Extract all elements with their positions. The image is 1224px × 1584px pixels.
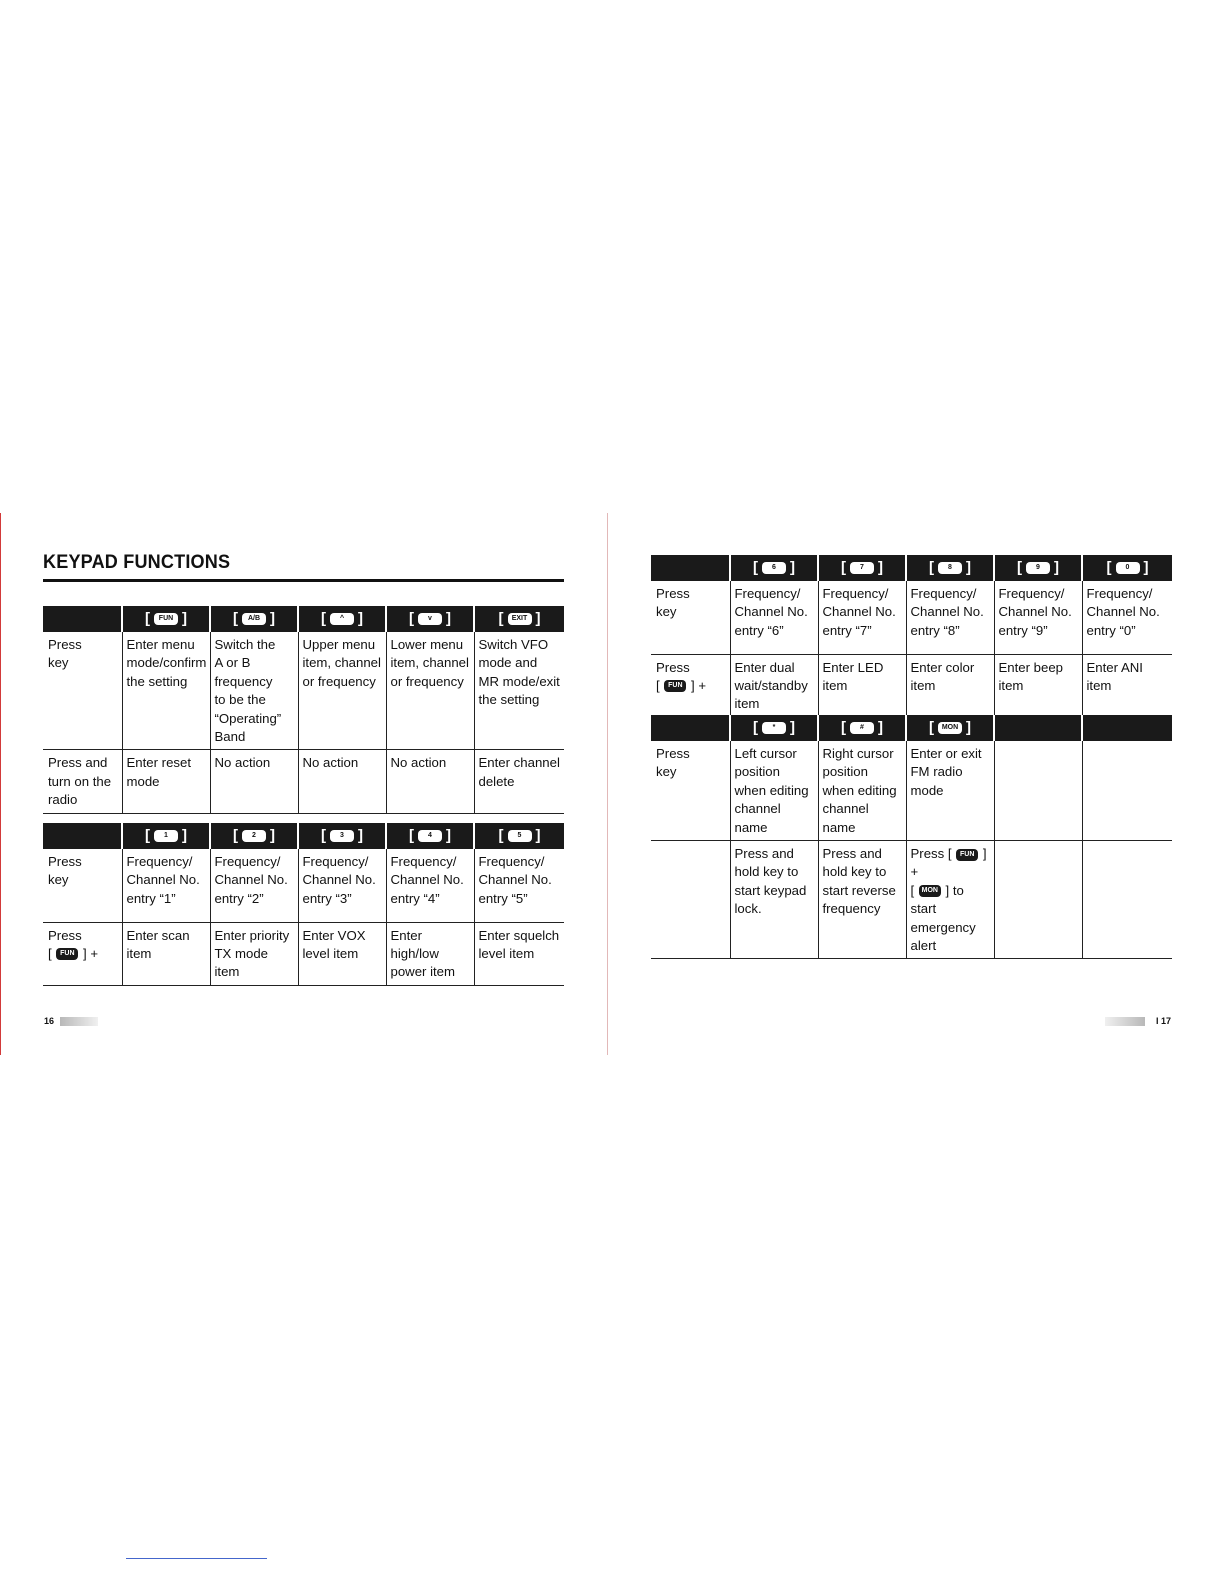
table-header-row <box>43 823 564 849</box>
key-icon: 2 <box>242 830 266 842</box>
function-cell: No action <box>298 750 386 813</box>
key-label: [ 4 ] <box>409 827 451 844</box>
function-cell: Frequency/ Channel No. entry “5” <box>474 849 564 922</box>
key-label: [ 5 ] <box>498 827 541 844</box>
header-cell <box>43 823 122 849</box>
table-row <box>43 922 564 985</box>
function-cell: Press and hold key to start reverse frequency <box>818 841 906 959</box>
function-cell: Frequency/ Channel No. entry “9” <box>994 581 1082 654</box>
keypad-table-4 <box>651 715 1172 959</box>
key-icon: FUN <box>154 613 178 625</box>
header-cell <box>994 555 1082 581</box>
header-cell <box>651 555 730 581</box>
key-label: [ # ] <box>841 719 883 736</box>
key-icon: 5 <box>508 830 532 842</box>
key-icon: 9 <box>1026 562 1050 574</box>
key-label: [ 7 ] <box>841 559 883 576</box>
table-row <box>43 849 564 922</box>
function-cell: No action <box>386 750 474 813</box>
key-label: [ 6 ] <box>753 559 795 576</box>
header-cell <box>474 606 564 632</box>
page-title: KEYPAD FUNCTIONS <box>43 552 231 573</box>
header-cell <box>994 715 1082 741</box>
key-label: [ * ] <box>753 719 795 736</box>
function-cell: Enter scan item <box>122 922 210 985</box>
key-icon: 7 <box>850 562 874 574</box>
function-cell: Enter channel delete <box>474 750 564 813</box>
row-label-cell: Press key <box>651 741 730 841</box>
key-label: [ 9 ] <box>1017 559 1059 576</box>
function-cell: Frequency/ Channel No. entry “0” <box>1082 581 1172 654</box>
table-row <box>651 581 1172 654</box>
function-cell: Enter beep item <box>994 654 1082 717</box>
key-label: [ 8 ] <box>929 559 971 576</box>
page-number-left-bar <box>60 1017 98 1026</box>
keypad-table-2 <box>43 823 564 986</box>
key-label: [ FUN ] <box>145 610 187 627</box>
row-label-cell: Press [ FUN ] + <box>651 654 730 717</box>
key-label: [ v ] <box>409 610 451 627</box>
function-cell: Enter ANI item <box>1082 654 1172 717</box>
table-row <box>651 741 1172 841</box>
header-cell <box>1082 555 1172 581</box>
header-cell <box>474 823 564 849</box>
key-icon: 8 <box>938 562 962 574</box>
row-label-cell: Press key <box>651 581 730 654</box>
function-cell: Enter high/low power item <box>386 922 474 985</box>
table-row <box>43 750 564 813</box>
row-label-cell: Press key <box>43 632 122 750</box>
function-cell: Upper menu item, channel or frequency <box>298 632 386 750</box>
header-cell <box>210 823 298 849</box>
key-icon: v <box>418 613 442 625</box>
function-cell: Enter VOX level item <box>298 922 386 985</box>
function-cell <box>994 741 1082 841</box>
key-icon: MON <box>938 722 962 734</box>
keypad-table-1 <box>43 606 564 814</box>
table-row <box>651 841 1172 959</box>
table-header-row <box>651 555 1172 581</box>
table-header-row <box>651 715 1172 741</box>
header-cell <box>818 715 906 741</box>
function-cell <box>1082 741 1172 841</box>
page-edge-line <box>0 513 1 1055</box>
fun-key-icon: FUN <box>664 680 686 692</box>
header-cell <box>906 715 994 741</box>
key-icon: ^ <box>330 613 354 625</box>
header-cell <box>1082 715 1172 741</box>
row-label-cell <box>651 841 730 959</box>
header-cell <box>386 823 474 849</box>
function-cell: Enter squelch level item <box>474 922 564 985</box>
center-fold-line <box>607 513 608 1055</box>
bottom-underline <box>126 1558 267 1559</box>
table-header-row <box>43 606 564 632</box>
key-icon: 3 <box>330 830 354 842</box>
function-cell: Right cursor position when editing channel name <box>818 741 906 841</box>
function-cell: Enter color item <box>906 654 994 717</box>
function-cell: Enter reset mode <box>122 750 210 813</box>
function-cell: No action <box>210 750 298 813</box>
header-cell <box>210 606 298 632</box>
function-cell: Enter priority TX mode item <box>210 922 298 985</box>
key-label: [ EXIT ] <box>498 610 541 627</box>
function-cell: Frequency/ Channel No. entry “8” <box>906 581 994 654</box>
key-label: [ 3 ] <box>321 827 363 844</box>
function-cell: Enter menu mode/confirm the setting <box>122 632 210 750</box>
key-icon: 1 <box>154 830 178 842</box>
key-icon: A/B <box>242 613 266 625</box>
header-cell <box>386 606 474 632</box>
header-cell <box>730 715 818 741</box>
fun-key-icon: FUN <box>956 849 978 861</box>
header-cell <box>43 606 122 632</box>
function-cell: Press and hold key to start keypad lock. <box>730 841 818 959</box>
keypad-table-3 <box>651 555 1172 718</box>
function-cell: Press [ FUN ] + [ MON ] to start emergency alert <box>906 841 994 959</box>
function-cell: Lower menu item, channel or frequency <box>386 632 474 750</box>
key-label: [ 1 ] <box>145 827 187 844</box>
page-number-left: 16 <box>44 1016 55 1026</box>
key-icon: # <box>850 722 874 734</box>
title-rule <box>43 579 564 582</box>
function-cell: Switch the A or B frequency to be the “Operating” Band <box>210 632 298 750</box>
function-cell <box>994 841 1082 959</box>
row-label-cell: Press [ FUN ] + <box>43 922 122 985</box>
function-cell: Frequency/ Channel No. entry “4” <box>386 849 474 922</box>
key-icon: 4 <box>418 830 442 842</box>
key-icon: EXIT <box>508 613 532 625</box>
key-label: [ 0 ] <box>1106 559 1149 576</box>
function-cell: Enter or exit FM radio mode <box>906 741 994 841</box>
header-cell <box>122 823 210 849</box>
function-cell <box>1082 841 1172 959</box>
function-cell: Frequency/ Channel No. entry “7” <box>818 581 906 654</box>
function-cell: Left cursor position when editing channel name <box>730 741 818 841</box>
key-icon: * <box>762 722 786 734</box>
key-label: [ ^ ] <box>321 610 363 627</box>
key-label: [ 2 ] <box>233 827 275 844</box>
mon-key-icon: MON <box>919 885 941 897</box>
header-cell <box>818 555 906 581</box>
row-label-cell: Press and turn on the radio <box>43 750 122 813</box>
page-number-right: I 17 <box>1156 1016 1172 1026</box>
function-cell: Frequency/ Channel No. entry “1” <box>122 849 210 922</box>
function-cell: Enter dual wait/standby item <box>730 654 818 717</box>
function-cell: Switch VFO mode and MR mode/exit the setting <box>474 632 564 750</box>
header-cell <box>906 555 994 581</box>
key-icon: 6 <box>762 562 786 574</box>
row-label-cell: Press key <box>43 849 122 922</box>
function-cell: Enter LED item <box>818 654 906 717</box>
header-cell <box>730 555 818 581</box>
key-label: [ A/B ] <box>233 610 275 627</box>
function-cell: Frequency/ Channel No. entry “6” <box>730 581 818 654</box>
header-cell <box>651 715 730 741</box>
function-cell: Frequency/ Channel No. entry “2” <box>210 849 298 922</box>
header-cell <box>122 606 210 632</box>
page-number-right-bar <box>1105 1017 1145 1026</box>
fun-key-icon: FUN <box>56 948 78 960</box>
header-cell <box>298 823 386 849</box>
function-cell: Frequency/ Channel No. entry “3” <box>298 849 386 922</box>
header-cell <box>298 606 386 632</box>
table-row <box>43 632 564 750</box>
key-icon: 0 <box>1116 562 1140 574</box>
table-row <box>651 654 1172 717</box>
key-label: [ MON ] <box>929 719 971 736</box>
